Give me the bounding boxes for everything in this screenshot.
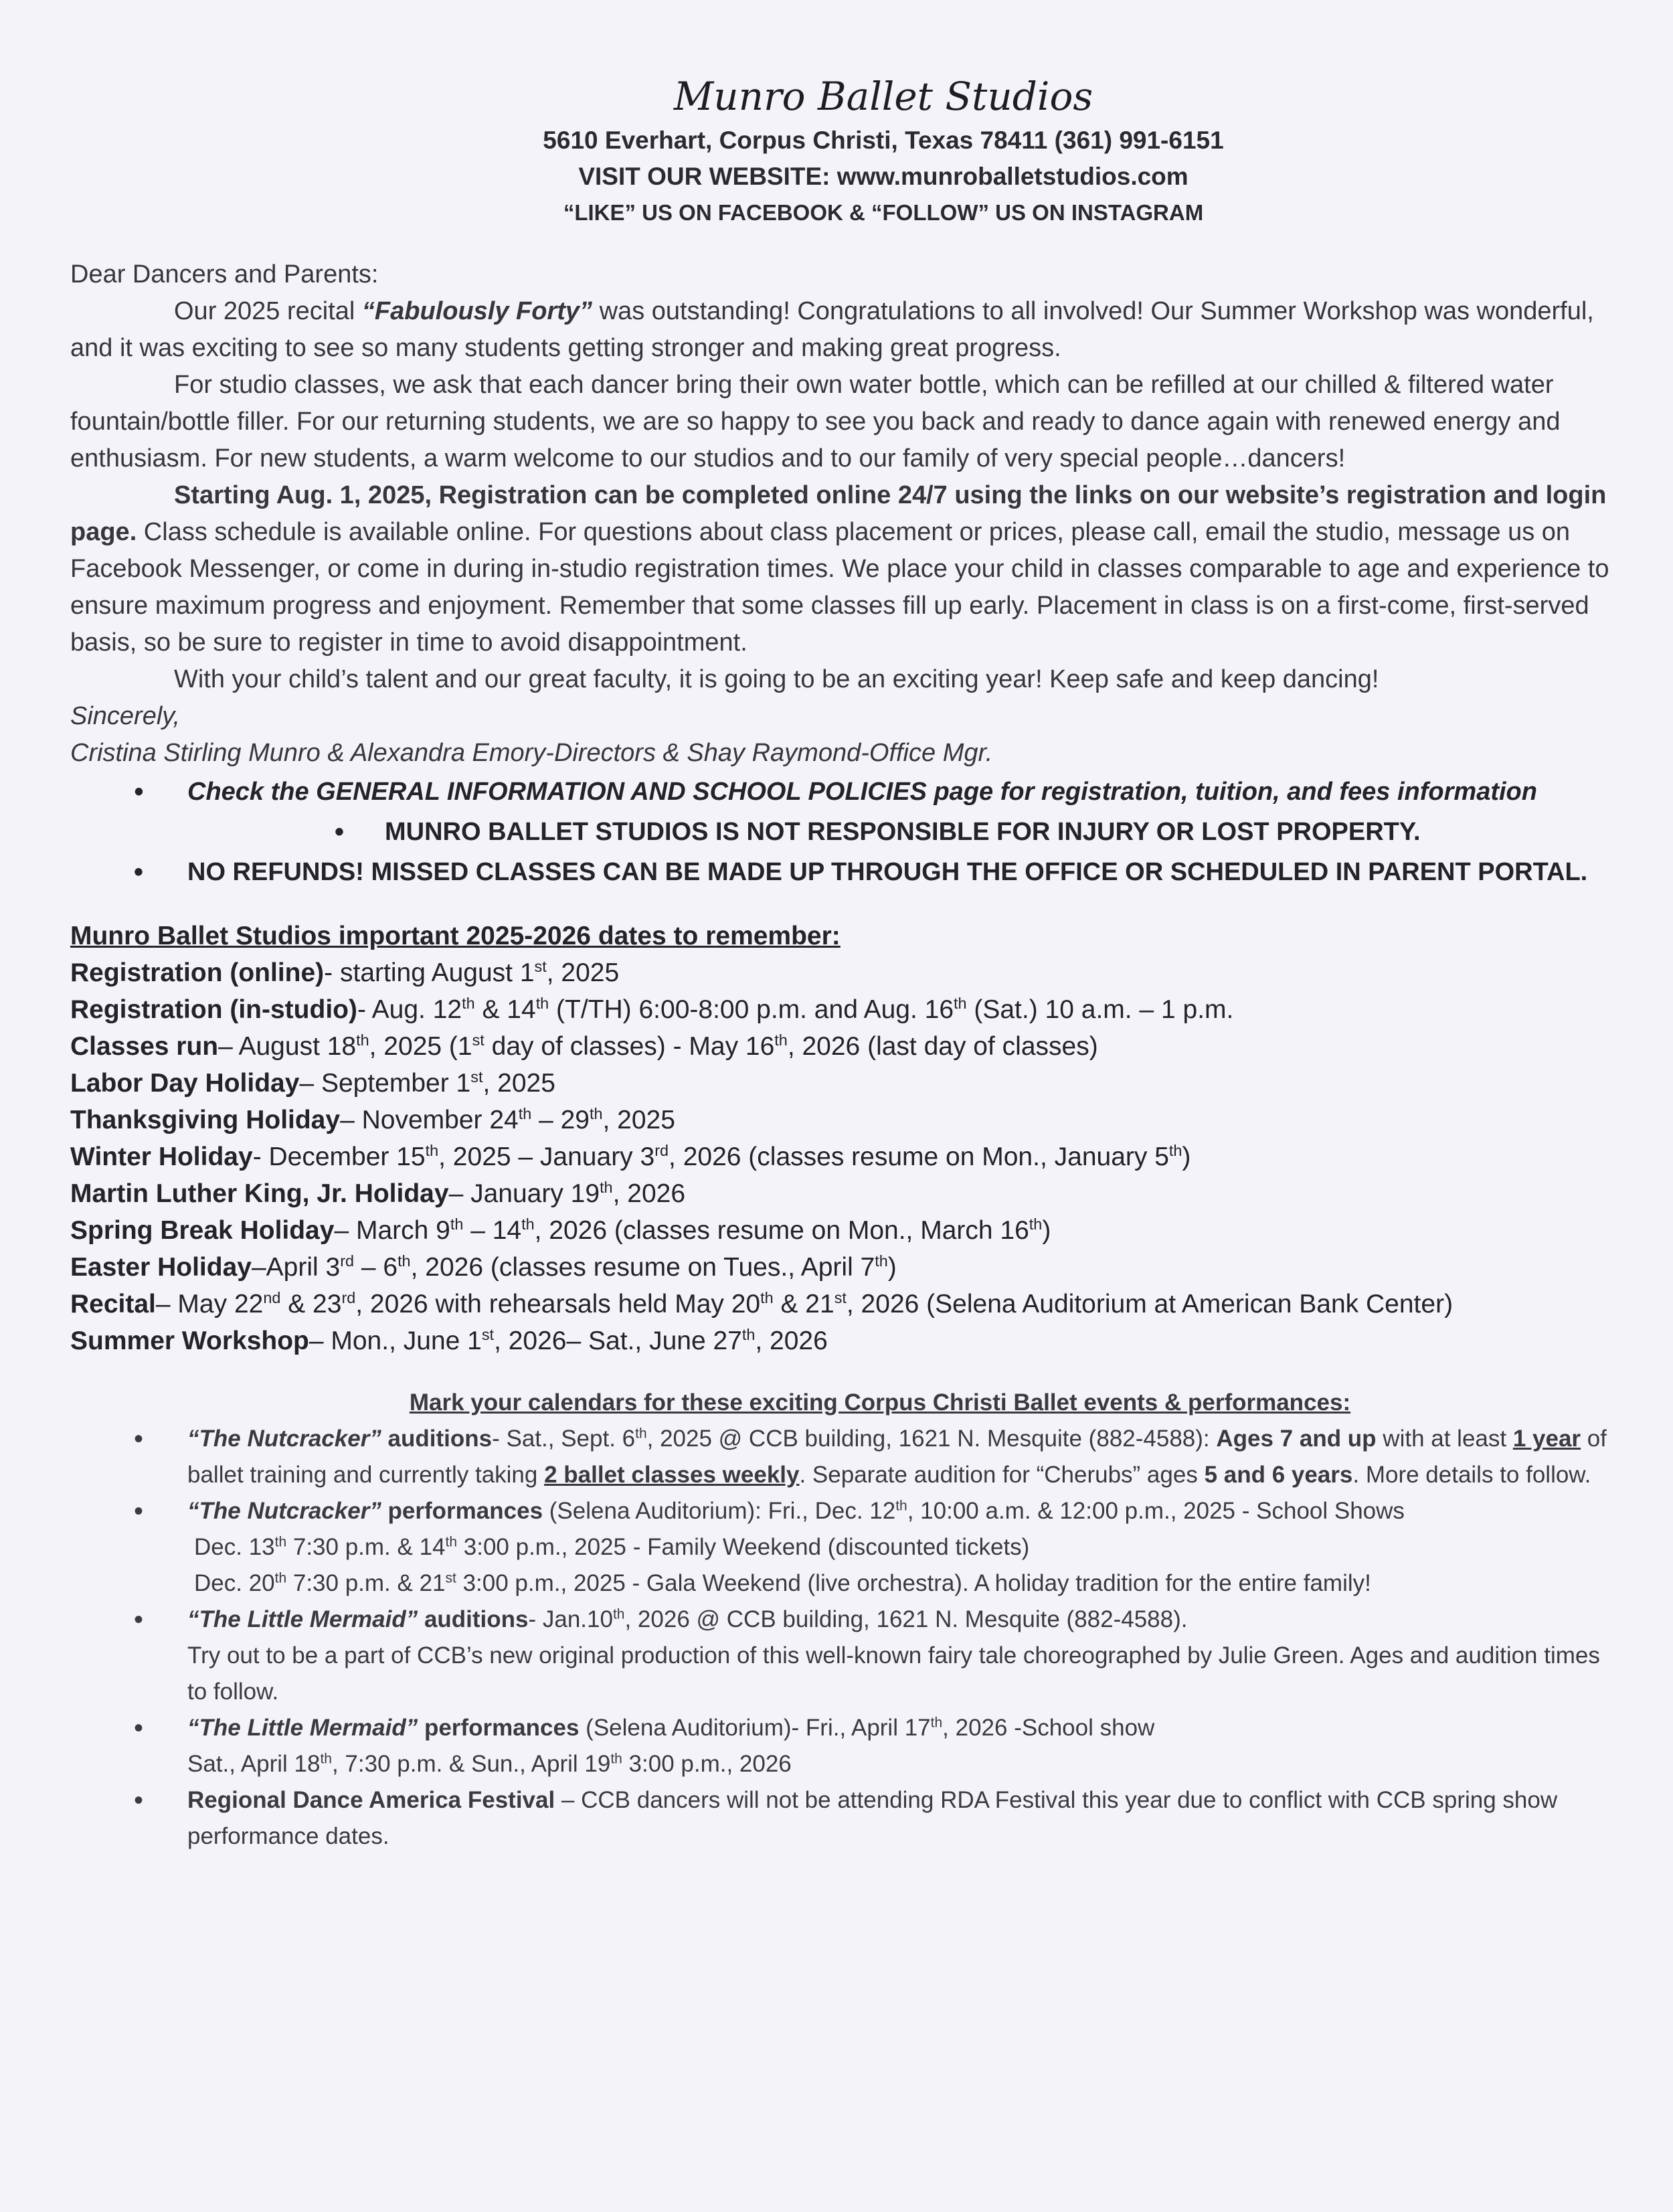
event-text: Dec. 13th 7:30 p.m. & 14th 3:00 p.m., 2025 - Family Weekend (discounted tickets) <box>194 1534 1030 1560</box>
event-title: “The Nutcracker” <box>187 1498 381 1524</box>
date-text: – November 24th – 29th, 2025 <box>340 1105 675 1134</box>
event-text: – CCB dancers will not be attending RDA Festival this year due to conflict with CCB spring show performance dates. <box>187 1787 1558 1849</box>
event-item <box>70 1421 1609 1493</box>
date-row <box>70 1212 1609 1249</box>
date-text: - starting August 1st, 2025 <box>324 958 620 987</box>
date-row <box>70 1028 1609 1065</box>
policy-item: • NO REFUNDS! MISSED CLASSES CAN BE MADE UP THROUGH THE OFFICE OR SCHEDULED IN PARENT PORTAL. <box>70 852 1609 892</box>
event-text: - Sat., Sept. 6th, 2025 @ CCB building, 1621 N. Mesquite (882-4588): <box>492 1426 1217 1452</box>
event-text: - Jan.10th, 2026 @ CCB building, 1621 N. Mesquite (882-4588). <box>528 1606 1188 1632</box>
date-text: – Mon., June 1st, 2026– Sat., June 27th, 2026 <box>309 1326 828 1355</box>
paragraph-text: Class schedule is available online. For questions about class placement or prices, please call, email the studio, message us on Facebook Messenger, or come in during in-studio registration times. We place your child in classes comparable to age and experience to ensure maximum progress and enjoyment. Remember that some classes fill up early. Placement in class is on a first-come, first-served basis, so be sure to register in time to avoid disappointment. <box>70 518 1609 657</box>
policy-item: • MUNRO BALLET STUDIOS IS NOT RESPONSIBLE FOR INJURY OR LOST PROPERTY. <box>70 812 1609 852</box>
event-text: (Selena Auditorium): Fri., Dec. 12th, 10:00 a.m. & 12:00 p.m., 2025 - School Shows <box>543 1498 1405 1524</box>
date-label: Registration (online) <box>70 958 325 987</box>
event-requirement: 1 year <box>1512 1426 1581 1452</box>
event-text: . Separate audition for “Cherubs” ages <box>799 1462 1205 1488</box>
event-kind: performances <box>381 1498 543 1524</box>
date-label: Classes run <box>70 1032 219 1061</box>
date-text: – September 1st, 2025 <box>299 1068 555 1098</box>
date-label: Spring Break Holiday <box>70 1216 335 1245</box>
date-text: – May 22nd & 23rd, 2026 with rehearsals held May 20th & 21st, 2026 (Selena Auditorium at American Bank Center) <box>155 1289 1454 1318</box>
event-title: “The Nutcracker” <box>187 1426 381 1452</box>
date-label: Thanksgiving Holiday <box>70 1106 341 1134</box>
date-row <box>70 1286 1609 1323</box>
date-label: Winter Holiday <box>70 1142 253 1171</box>
greeting: Dear Dancers and Parents: <box>70 260 379 288</box>
website-line: VISIT OUR WEBSITE: www.munroballetstudios.com <box>578 163 1188 190</box>
date-row <box>70 1065 1609 1102</box>
date-label: Labor Day Holiday <box>70 1069 300 1098</box>
letterhead <box>157 70 1609 231</box>
ccb-event-list <box>70 1421 1609 1855</box>
date-row <box>70 1249 1609 1286</box>
date-row <box>70 954 1609 991</box>
event-text: Try out to be a part of CCB’s new original production of this well-known fairy tale choreographed by Julie Green. Ages and audition times to follow. <box>187 1642 1600 1705</box>
letter-body <box>70 256 1609 772</box>
event-title: “The Little Mermaid” <box>187 1606 418 1632</box>
policy-list <box>70 772 1609 892</box>
important-dates <box>70 918 1609 1359</box>
paragraph-closing: With your child’s talent and our great faculty, it is going to be an exciting year! Keep safe and keep dancing! <box>174 665 1379 693</box>
event-kind: performances <box>418 1715 580 1741</box>
event-title: “The Little Mermaid” <box>187 1715 418 1741</box>
date-text: – March 9th – 14th, 2026 (classes resume on Mon., March 16th) <box>334 1215 1051 1245</box>
ccb-events <box>70 1385 1609 1855</box>
event-text: of ballet training and currently taking <box>187 1426 1607 1488</box>
date-label: Summer Workshop <box>70 1327 309 1355</box>
event-item <box>70 1602 1609 1710</box>
event-text: Sat., April 18th, 7:30 p.m. & Sun., April 19th 3:00 p.m., 2026 <box>187 1751 792 1777</box>
date-label: Martin Luther King, Jr. Holiday <box>70 1179 449 1208</box>
dates-title: Munro Ballet Studios important 2025-2026 dates to remember: <box>70 922 841 950</box>
social-line: “LIKE” US ON FACEBOOK & “FOLLOW” US ON INSTAGRAM <box>563 200 1204 225</box>
registration-notice: Starting Aug. 1, 2025, Registration can be completed online 24/7 using the links on our website’s registration and login page. <box>70 481 1607 546</box>
event-requirement: 2 ballet classes weekly <box>544 1462 800 1488</box>
event-text: . More details to follow. <box>1352 1462 1591 1488</box>
event-ages: Ages 7 and up <box>1216 1426 1377 1452</box>
signature: Cristina Stirling Munro & Alexandra Emory-Directors & Shay Raymond-Office Mgr. <box>70 739 993 767</box>
studio-address: 5610 Everhart, Corpus Christi, Texas 78411 (361) 991-6151 <box>543 126 1224 154</box>
event-kind: auditions <box>381 1426 493 1452</box>
date-text: – January 19th, 2026 <box>448 1179 686 1208</box>
date-text: – August 18th, 2025 (1st day of classes) - May 16th, 2026 (last day of classes) <box>218 1031 1098 1061</box>
paragraph-text: was outstanding! Congratulations to all involved! Our Summer Workshop was wonderful, and it was exciting to see so many students getting stronger and making great progress. <box>70 297 1594 362</box>
date-row <box>70 1323 1609 1359</box>
date-label: Easter Holiday <box>70 1253 252 1282</box>
date-label: Registration (in-studio) <box>70 995 357 1024</box>
event-item <box>70 1493 1609 1602</box>
recital-title: “Fabulously Forty” <box>361 297 593 325</box>
date-row <box>70 1138 1609 1175</box>
paragraph-recital <box>70 293 1609 367</box>
paragraph-registration <box>70 477 1609 661</box>
ccb-title: Mark your calendars for these exciting Corpus Christi Ballet events & performances: <box>409 1389 1351 1416</box>
closing: Sincerely, <box>70 702 181 730</box>
date-text: –April 3rd – 6th, 2026 (classes resume on Tues., April 7th) <box>251 1252 897 1282</box>
policy-item: • Check the GENERAL INFORMATION AND SCHOOL POLICIES page for registration, tuition, and fees information <box>70 772 1609 812</box>
event-item <box>70 1710 1609 1782</box>
event-title: Regional Dance America Festival <box>187 1787 555 1813</box>
event-text: (Selena Auditorium)- Fri., April 17th, 2026 -School show <box>579 1715 1155 1741</box>
date-label: Recital <box>70 1290 156 1318</box>
date-text: - Aug. 12th & 14th (T/TH) 6:00-8:00 p.m. and Aug. 16th (Sat.) 10 a.m. – 1 p.m. <box>357 995 1234 1024</box>
date-text: - December 15th, 2025 – January 3rd, 2026 (classes resume on Mon., January 5th) <box>252 1142 1191 1171</box>
studio-name: Munro Ballet Studios <box>673 74 1093 119</box>
event-item <box>70 1782 1609 1855</box>
date-row <box>70 991 1609 1028</box>
event-text: Dec. 20th 7:30 p.m. & 21st 3:00 p.m., 2025 - Gala Weekend (live orchestra). A holiday tradition for the entire family! <box>194 1570 1371 1596</box>
event-ages: 5 and 6 years <box>1204 1462 1353 1488</box>
event-text: with at least <box>1376 1426 1513 1452</box>
paragraph-text: Our 2025 recital <box>174 297 362 325</box>
event-kind: auditions <box>418 1606 529 1632</box>
date-row <box>70 1175 1609 1212</box>
paragraph-water: For studio classes, we ask that each dancer bring their own water bottle, which can be refilled at our chilled & filtered water fountain/bottle filler. For our returning students, we are so happy to see you back and ready to dance again with renewed energy and enthusiasm. For new students, a warm welcome to our studios and to our family of very special people…dancers! <box>70 371 1561 473</box>
date-row <box>70 1102 1609 1138</box>
